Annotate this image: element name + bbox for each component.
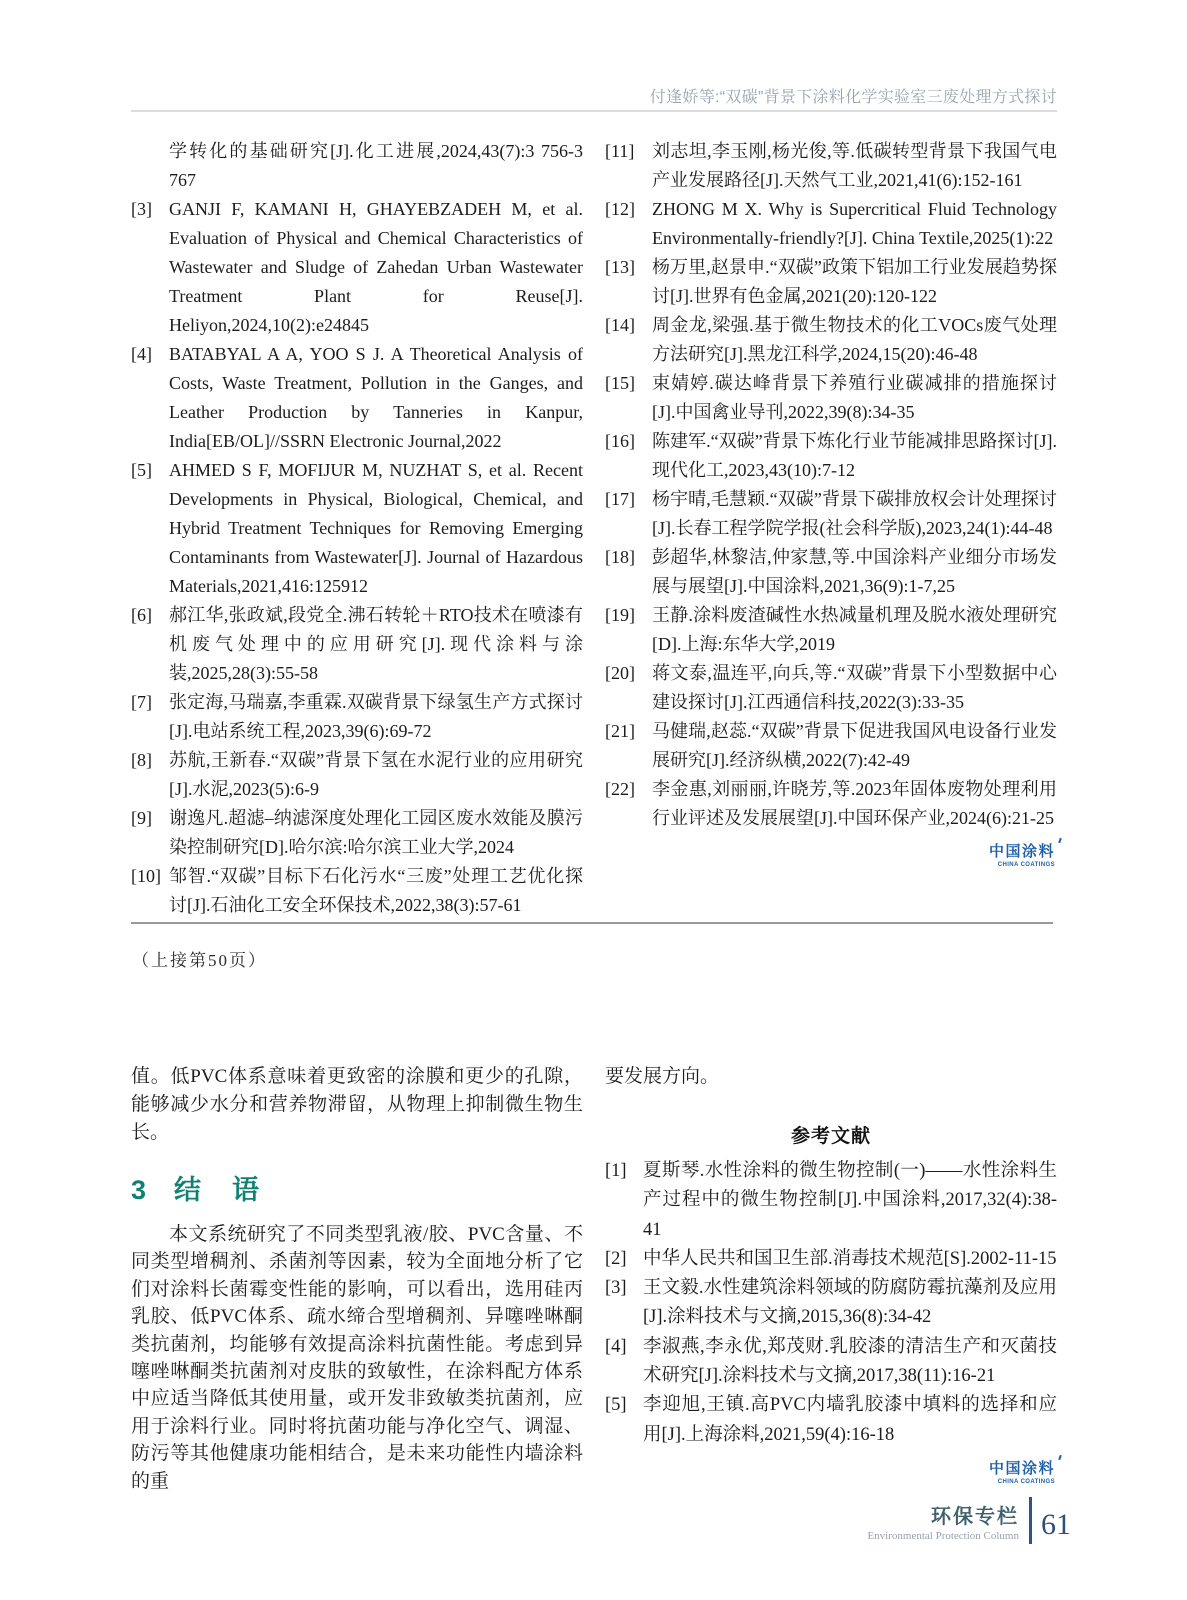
footer-column-cn: 环保专栏 <box>931 1505 1019 1528</box>
trademark-tick-icon <box>1058 1455 1062 1460</box>
footer-column-en: Environmental Protection Column <box>867 1529 1019 1542</box>
china-coatings-logo <box>605 1457 1055 1485</box>
reference-item <box>131 688 583 746</box>
page-footer <box>867 1497 1071 1544</box>
reference-label: [11] <box>605 141 635 161</box>
reference-item <box>131 137 583 195</box>
section-divider <box>131 922 1053 924</box>
reference-label: [2] <box>605 1248 627 1269</box>
reference-label: [13] <box>605 257 635 277</box>
reference-text: 邹智.“双碳”目标下石化污水“三废”处理工艺优化探讨[J].石油化工安全环保技术,2022,38(3):57-61 <box>169 866 583 915</box>
reference-label: [4] <box>605 1336 627 1357</box>
page-number: 61 <box>1041 1507 1071 1541</box>
reference-item <box>605 775 1057 833</box>
reference-item <box>605 659 1057 717</box>
reference-label: [17] <box>605 489 635 509</box>
reference-item <box>605 1391 1057 1450</box>
reference-label: [3] <box>131 199 152 219</box>
reference-item <box>131 601 583 688</box>
reference-item <box>605 253 1057 311</box>
references-bottom-list <box>605 1157 1057 1450</box>
reference-label: [10] <box>131 866 161 886</box>
reference-item <box>605 427 1057 485</box>
reference-text: 张定海,马瑞嘉,李重霖.双碳背景下绿氢生产方式探讨[J].电站系统工程,2023,39(6):69-72 <box>169 692 583 741</box>
reference-item <box>605 1245 1057 1274</box>
trademark-tick-icon <box>1058 838 1062 843</box>
reference-label: [14] <box>605 315 635 335</box>
reference-text: 学转化的基础研究[J].化工进展,2024,43(7):3 756-3 767 <box>169 141 583 190</box>
logo-cn-text: 中国涂料 <box>989 840 1055 861</box>
reference-text: 王静.涂料废渣碱性水热减量机理及脱水液处理研究[D].上海:东华大学,2019 <box>652 605 1057 654</box>
reference-text: 李迎旭,王镇.高PVC内墙乳胶漆中填料的选择和应用[J].上海涂料,2021,59(4):16-18 <box>643 1395 1057 1445</box>
references-column-left <box>131 137 583 920</box>
logo-en-text: CHINA COATINGS <box>997 1478 1055 1485</box>
reference-item <box>131 746 583 804</box>
reference-text: 中华人民共和国卫生部.消毒技术规范[S].2002-11-15 <box>643 1248 1057 1269</box>
reference-label: [8] <box>131 750 152 770</box>
reference-label: [4] <box>131 344 152 364</box>
reference-item <box>605 717 1057 775</box>
reference-text: ZHONG M X. Why is Supercritical Fluid Technology Environmentally-friendly?[J]. China Textile,2025(1):22 <box>652 199 1057 248</box>
reference-item <box>605 137 1057 195</box>
running-head-title: 付逢娇等:“双碳”背景下涂料化学实验室三废处理方式探讨 <box>649 89 1057 106</box>
article-column-left <box>131 1063 583 1495</box>
section-title: 结 语 <box>174 1175 262 1205</box>
reference-item <box>605 195 1057 253</box>
reference-text: 彭超华,林黎洁,仲家慧,等.中国涂料产业细分市场发展与展望[J].中国涂料,2021,36(9):1-7,25 <box>652 547 1057 596</box>
reference-label: [9] <box>131 808 152 828</box>
reference-label: [21] <box>605 721 635 741</box>
references-column-right <box>605 137 1057 920</box>
reference-text: 陈建军.“双碳”背景下炼化行业节能减排思路探讨[J].现代化工,2023,43(10):7-12 <box>652 431 1057 480</box>
references-heading: 参考文献 <box>790 1126 871 1147</box>
reference-label: [16] <box>605 431 635 451</box>
reference-item <box>131 195 583 340</box>
section-number: 3 <box>131 1175 147 1205</box>
reference-text: 周金龙,梁强.基于微生物技术的化工VOCs废气处理方法研究[J].黑龙江科学,2024,15(20):46-48 <box>652 315 1057 364</box>
reference-text: 杨宇晴,毛慧颖.“双碳”背景下碳排放权会计处理探讨[J].长春工程学院学报(社会科学版),2023,24(1):44-48 <box>652 489 1057 538</box>
reference-item <box>131 340 583 456</box>
reference-label: [18] <box>605 547 635 567</box>
reference-label: [5] <box>131 460 152 480</box>
reference-label: [12] <box>605 199 635 219</box>
reference-text: AHMED S F, MOFIJUR M, NUZHAT S, et al. Recent Developments in Physical, Biological, Chemical, and Hybrid Treatment Techniques for Removing Emerging Contaminants from Wastewater[J]. Journal of Hazardous Materials,2021,416:125912 <box>169 460 583 596</box>
reference-item <box>605 485 1057 543</box>
reference-label: [20] <box>605 663 635 683</box>
china-coatings-logo <box>605 840 1055 868</box>
header-rule <box>131 110 1057 112</box>
article-bottom-section <box>131 1063 1057 1495</box>
footer-divider-bar <box>1029 1497 1032 1544</box>
article-column-right <box>605 1063 1057 1495</box>
reference-text: 马健瑞,赵蕊.“双碳”背景下促进我国风电设备行业发展研究[J].经济纵横,2022(7):42-49 <box>652 721 1057 770</box>
logo-cn-text: 中国涂料 <box>989 1457 1055 1478</box>
reference-text: 夏斯琴.水性涂料的微生物控制(一)——水性涂料生产过程中的微生物控制[J].中国涂料,2017,32(4):38-41 <box>643 1161 1057 1240</box>
reference-label: [5] <box>605 1395 627 1416</box>
conclusion-lead-paragraph: 值。低PVC体系意味着更致密的涂膜和更少的孔隙，能够减少水分和营养物滞留，从物理上抑制微生物生长。 <box>131 1066 583 1143</box>
reference-item <box>605 601 1057 659</box>
reference-text: 蒋文泰,温连平,向兵,等.“双碳”背景下小型数据中心建设探讨[J].江西通信科技,2022(3):33-35 <box>652 663 1057 712</box>
footer-column-label <box>867 1500 1019 1542</box>
reference-text: BATABYAL A A, YOO S J. A Theoretical Analysis of Costs, Waste Treatment, Pollution in the Ganges, and Leather Production by Tanneries in Kanpur, India[EB/OL]//SSRN Electronic Journal,2022 <box>169 344 583 451</box>
conclusion-body-paragraph: 本文系统研究了不同类型乳液/胶、PVC含量、不同类型增稠剂、杀菌剂等因素，较为全面地分析了它们对涂料长菌霉变性能的影响，可以看出，选用硅丙乳胶、低PVC体系、疏水缔合型增稠剂、异噻唑啉酮类抗菌剂，均能够有效提高涂料抗菌性能。考虑到异噻唑啉酮类抗菌剂对皮肤的致敏性，在涂料配方体系中应适当降低其使用量，或开发非致敏类抗菌剂，应用于涂料行业。同时将抗菌功能与净化空气、调湿、防污等其他健康功能相结合，是未来功能性内墙涂料的重 <box>131 1224 583 1492</box>
reference-text: 王文毅.水性建筑涂料领域的防腐防霉抗藻剂及应用[J].涂料技术与文摘,2015,36(8):34-42 <box>643 1278 1057 1328</box>
reference-item <box>605 311 1057 369</box>
section-heading <box>131 1168 583 1207</box>
reference-item <box>605 1333 1057 1392</box>
reference-item <box>605 543 1057 601</box>
reference-label: [3] <box>605 1278 627 1299</box>
reference-label: [6] <box>131 605 152 625</box>
reference-label: [22] <box>605 779 635 799</box>
reference-text: 杨万里,赵景申.“双碳”政策下铝加工行业发展趋势探讨[J].世界有色金属,2021(20):120-122 <box>652 257 1057 306</box>
reference-label: [15] <box>605 373 635 393</box>
reference-text: 郝江华,张政斌,段党全.沸石转轮＋RTO技术在喷漆有机废气处理中的应用研究[J].现代涂料与涂装,2025,28(3):55-58 <box>169 605 583 683</box>
conclusion-continued-paragraph: 要发展方向。 <box>605 1066 720 1087</box>
reference-text: 刘志坦,李玉刚,杨光俊,等.低碳转型背景下我国气电产业发展路径[J].天然气工业,2021,41(6):152-161 <box>652 141 1057 190</box>
reference-text: 束婧婷.碳达峰背景下养殖行业碳减排的措施探讨[J].中国禽业导刊,2022,39(8):34-35 <box>652 373 1057 422</box>
reference-text: GANJI F, KAMANI H, GHAYEBZADEH M, et al. Evaluation of Physical and Chemical Characteristics of Wastewater and Sludge of Zahedan Urban Wastewater Treatment Plant for Reuse[J]. Heliyon,2024,10(2):e24845 <box>169 199 583 335</box>
reference-label: [19] <box>605 605 635 625</box>
reference-item <box>605 1274 1057 1333</box>
reference-text: 李淑燕,李永优,郑茂财.乳胶漆的清洁生产和灭菌技术研究[J].涂料技术与文摘,2017,38(11):16-21 <box>643 1336 1057 1387</box>
reference-item <box>131 804 583 862</box>
reference-label: [1] <box>605 1161 627 1181</box>
reference-item <box>131 862 583 920</box>
reference-text: 苏航,王新春.“双碳”背景下氢在水泥行业的应用研究[J].水泥,2023(5):6-9 <box>169 750 583 799</box>
logo-en-text: CHINA COATINGS <box>997 862 1055 868</box>
reference-item <box>605 1157 1057 1245</box>
reference-text: 谢逸凡.超滤–纳滤深度处理化工园区废水效能及膜污染控制研究[D].哈尔滨:哈尔滨工业大学,2024 <box>169 808 583 857</box>
continuation-note: （上接第50页） <box>132 951 267 970</box>
reference-item <box>131 456 583 601</box>
references-top-section <box>131 137 1057 920</box>
references-list-right <box>605 137 1057 833</box>
reference-text: 李金惠,刘丽丽,许晓芳,等.2023年固体废物处理利用行业评述及发展展望[J].中国环保产业,2024(6):21-25 <box>652 779 1057 828</box>
reference-item <box>605 369 1057 427</box>
reference-label: [7] <box>131 692 152 712</box>
